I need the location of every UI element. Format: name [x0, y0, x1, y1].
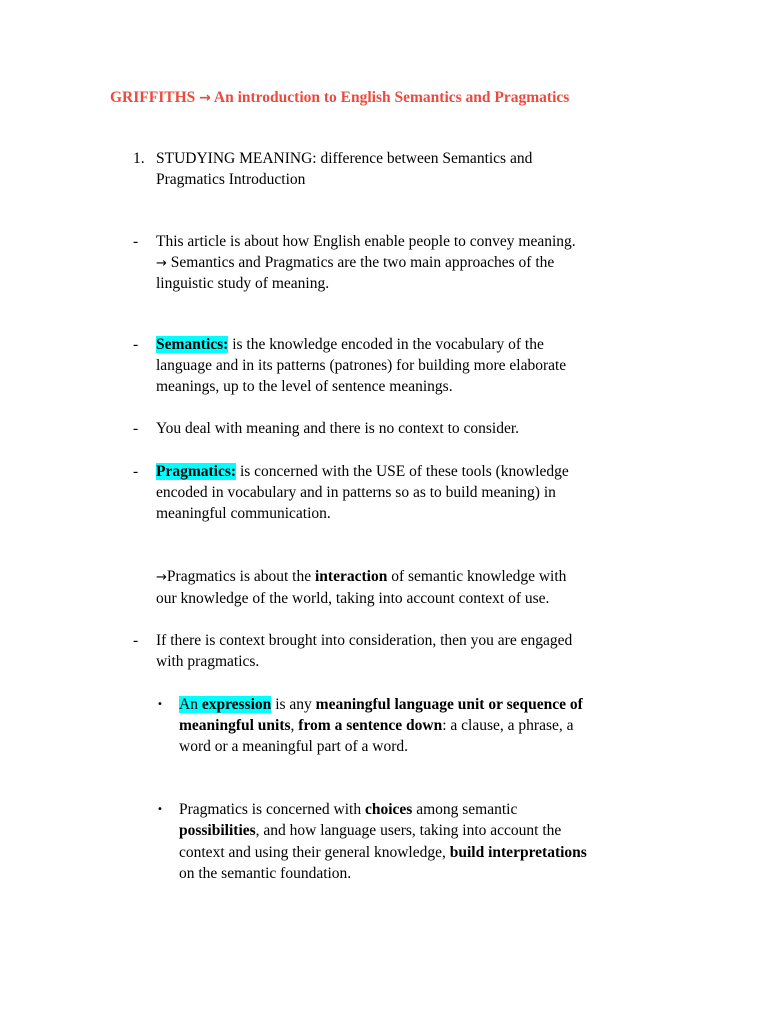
b2-line4: on the semantic foundation.	[179, 865, 352, 882]
p6-line1: If there is context brought into consideration, then you are engaged	[156, 632, 573, 649]
p1-line2: → Semantics and Pragmatics are the two main approaches of the	[156, 254, 555, 271]
b1-line2: meaningful units, from a sentence down: a clause, a phrase, a	[179, 717, 574, 734]
p1-line1: This article is about how English enable people to convey meaning.	[156, 233, 576, 250]
dash-marker: -	[133, 632, 139, 649]
p5-line1: →Pragmatics is about the interaction of semantic knowledge with	[156, 568, 567, 585]
p4-line1: Pragmatics: is concerned with the USE of these tools (knowledge	[156, 463, 569, 480]
p6-line2: with pragmatics.	[156, 653, 260, 670]
b2-line2: possibilities, and how language users, taking into account the	[179, 822, 562, 839]
bullet-icon: •	[157, 804, 163, 815]
b2-line3: context and using their general knowledge, build interpretations	[179, 844, 587, 861]
p1-line3: linguistic study of meaning.	[156, 275, 330, 292]
dash-marker: -	[133, 336, 139, 353]
arrow-icon: →	[199, 90, 211, 106]
dash-marker: -	[133, 420, 139, 437]
bullet-icon: •	[157, 699, 163, 710]
p4-line3: meaningful communication.	[156, 505, 331, 522]
p4-line2: encoded in vocabulary and in patterns so as to build meaning) in	[156, 484, 556, 501]
interaction-term: interaction	[315, 568, 388, 585]
b1-line1: An expression is any meaningful language unit or sequence of	[179, 696, 583, 713]
p3-line1: You deal with meaning and there is no context to consider.	[156, 420, 520, 437]
p2-line3: meanings, up to the level of sentence meanings.	[156, 378, 453, 395]
section-number: 1.	[133, 150, 145, 167]
p2-line1: Semantics: is the knowledge encoded in the vocabulary of the	[156, 336, 544, 353]
b1-line3: word or a meaningful part of a word.	[179, 738, 408, 755]
arrow-icon: →	[156, 256, 167, 271]
b2-line1: Pragmatics is concerned with choices among semantic	[179, 801, 518, 818]
expression-term: expression	[201, 696, 272, 713]
document-title	[110, 87, 569, 109]
section-heading-line2: Pragmatics Introduction	[156, 171, 306, 188]
title-author: GRIFFITHS	[110, 89, 196, 106]
pragmatics-term: Pragmatics:	[156, 463, 237, 480]
title-text: An introduction to English Semantics and Pragmatics	[213, 89, 570, 106]
section-heading-line1: STUDYING MEANING: difference between Semantics and	[156, 150, 533, 167]
arrow-icon: →	[156, 570, 167, 585]
semantics-term: Semantics:	[156, 336, 229, 353]
p2-line2: language and in its patterns (patrones) for building more elaborate	[156, 357, 567, 374]
p5-line2: our knowledge of the world, taking into account context of use.	[156, 590, 550, 607]
dash-marker: -	[133, 233, 139, 250]
dash-marker: -	[133, 463, 139, 480]
